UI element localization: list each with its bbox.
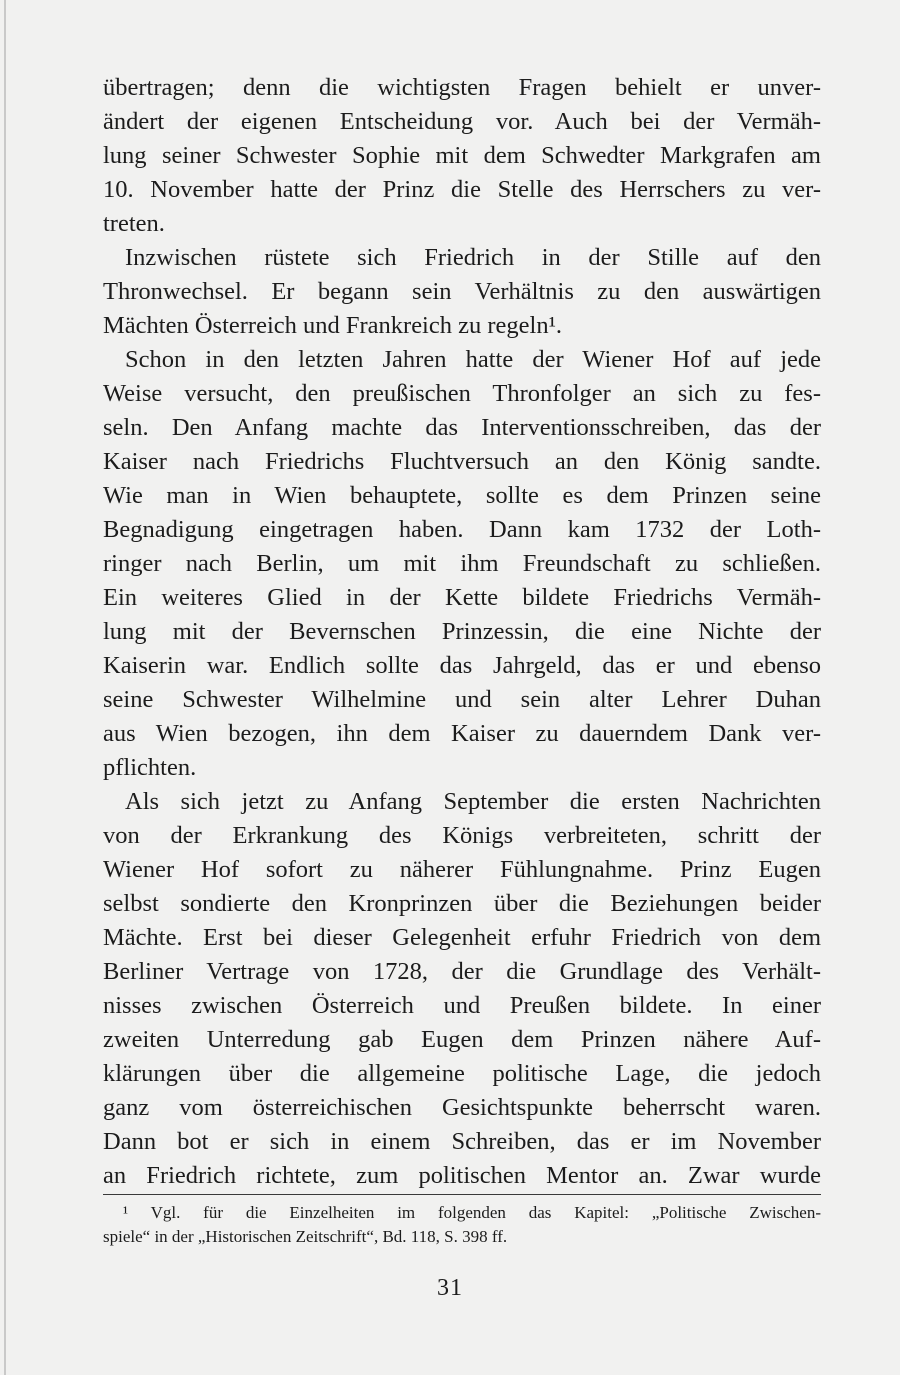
- text-line: aus Wien bezogen, ihn dem Kaiser zu dauerndem Dank ver-: [103, 720, 821, 747]
- text-line: Thronwechsel. Er begann sein Verhältnis zu den auswärtigen: [103, 278, 821, 305]
- footnote-line: spiele“ in der „Historischen Zeitschrift“, Bd. 118, S. 398 ff.: [103, 1227, 508, 1246]
- text-line: Wie man in Wien behauptete, sollte es dem Prinzen seine: [103, 482, 821, 509]
- text-line: Kaiserin war. Endlich sollte das Jahrgeld, das er und ebenso: [103, 652, 821, 679]
- footnote-line: ¹ Vgl. für die Einzelheiten im folgenden das Kapitel: „Politische Zwischen-: [123, 1203, 821, 1222]
- text-line: Wiener Hof sofort zu näherer Fühlungnahme. Prinz Eugen: [103, 856, 821, 883]
- body-text: [103, 71, 821, 1193]
- text-line: Schon in den letzten Jahren hatte der Wiener Hof auf jede: [125, 346, 821, 373]
- text-line: lung seiner Schwester Sophie mit dem Schwedter Markgrafen am: [103, 142, 821, 169]
- footnote: [103, 1201, 821, 1249]
- text-line: Ein weiteres Glied in der Kette bildete Friedrichs Vermäh-: [103, 584, 821, 611]
- text-line: Mächte. Erst bei dieser Gelegenheit erfuhr Friedrich von dem: [103, 924, 821, 951]
- text-line: lung mit der Bevernschen Prinzessin, die eine Nichte der: [103, 618, 821, 645]
- text-line: seine Schwester Wilhelmine und sein alter Lehrer Duhan: [103, 686, 821, 713]
- footnote-divider: [103, 1194, 821, 1195]
- text-line: 10. November hatte der Prinz die Stelle des Herrschers zu ver-: [103, 176, 821, 203]
- text-line: übertragen; denn die wichtigsten Fragen behielt er unver-: [103, 74, 821, 101]
- text-line: Weise versucht, den preußischen Thronfolger an sich zu fes-: [103, 380, 821, 407]
- text-line: klärungen über die allgemeine politische Lage, die jedoch: [103, 1060, 821, 1087]
- text-line: treten.: [103, 210, 165, 237]
- text-line: von der Erkrankung des Königs verbreiteten, schritt der: [103, 822, 821, 849]
- text-line: ringer nach Berlin, um mit ihm Freundschaft zu schließen.: [103, 550, 821, 577]
- text-line: ändert der eigenen Entscheidung vor. Auch bei der Vermäh-: [103, 108, 821, 135]
- page-gutter-edge: [4, 0, 6, 1375]
- text-line: selbst sondierte den Kronprinzen über die Beziehungen beider: [103, 890, 821, 917]
- text-line: Begnadigung eingetragen haben. Dann kam 1732 der Loth-: [103, 516, 821, 543]
- text-line: ganz vom österreichischen Gesichtspunkte beherrscht waren.: [103, 1094, 821, 1121]
- text-line: Berliner Vertrage von 1728, der die Grundlage des Verhält-: [103, 958, 821, 985]
- text-line: Mächten Österreich und Frankreich zu regeln¹.: [103, 312, 563, 339]
- text-line: an Friedrich richtete, zum politischen Mentor an. Zwar wurde: [103, 1162, 821, 1189]
- text-line: nisses zwischen Österreich und Preußen bildete. In einer: [103, 992, 821, 1019]
- text-line: pflichten.: [103, 754, 197, 781]
- text-line: Inzwischen rüstete sich Friedrich in der Stille auf den: [125, 244, 821, 271]
- text-line: Als sich jetzt zu Anfang September die ersten Nachrichten: [125, 788, 821, 815]
- text-line: zweiten Unterredung gab Eugen dem Prinzen nähere Auf-: [103, 1026, 821, 1053]
- text-line: Dann bot er sich in einem Schreiben, das er im November: [103, 1128, 821, 1155]
- page-number: 31: [437, 1275, 463, 1301]
- text-line: seln. Den Anfang machte das Interventionsschreiben, das der: [103, 414, 821, 441]
- text-line: Kaiser nach Friedrichs Fluchtversuch an den König sandte.: [103, 448, 821, 475]
